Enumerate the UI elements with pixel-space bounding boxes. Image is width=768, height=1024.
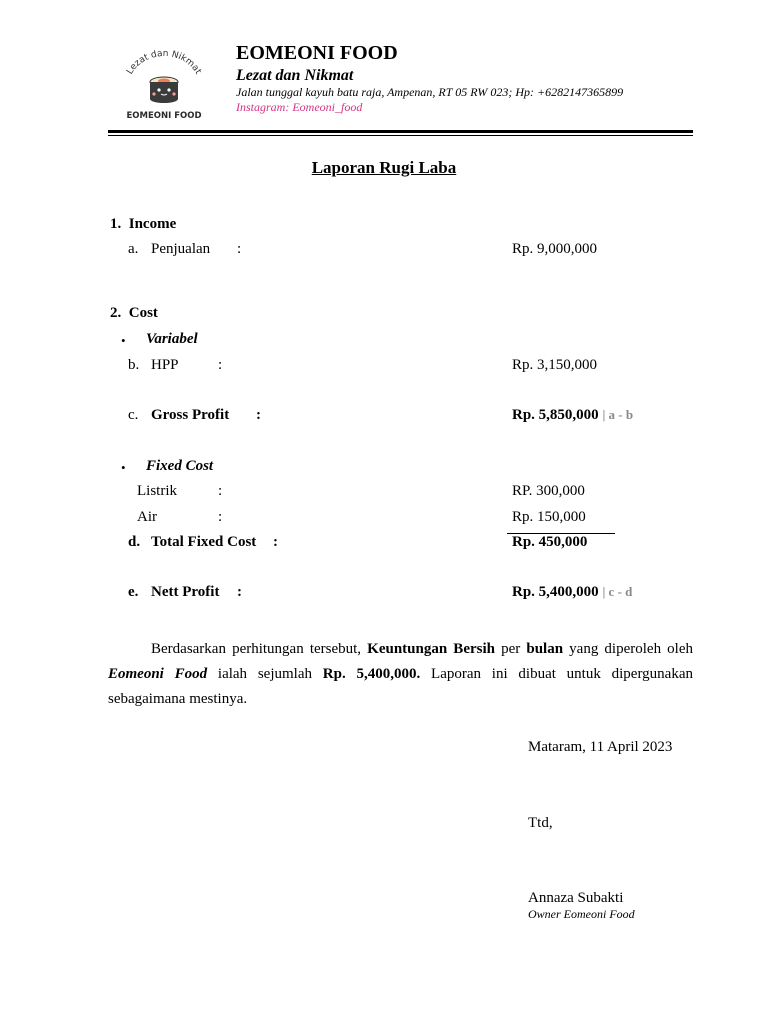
signer-name: Annaza Subakti <box>528 890 624 906</box>
total-fixed-letter: d. <box>128 534 141 550</box>
air-amount: Rp. 150,000 <box>512 509 586 525</box>
variabel-bullet: • <box>121 333 126 348</box>
company-name: EOMEONI FOOD <box>236 42 398 64</box>
summary-text: ialah sejumlah <box>207 666 323 682</box>
listrik-colon: : <box>218 483 223 499</box>
hpp-label: HPP <box>151 357 179 373</box>
hpp-amount: Rp. 3,150,000 <box>512 357 598 373</box>
nett-profit-letter: e. <box>128 584 139 600</box>
income-item-colon: : <box>237 241 242 257</box>
signer-role: Owner Eomeoni Food <box>528 907 635 921</box>
company-address: Jalan tunggal kayuh batu raja, Ampenan, RT 05 RW 023; Hp: +6282147365899 <box>236 85 624 99</box>
summary-emphasis-period: bulan <box>526 641 564 657</box>
summary-paragraph <box>108 637 693 712</box>
income-item-amount: Rp. 9,000,000 <box>512 241 598 257</box>
gross-profit-letter: c. <box>128 407 139 423</box>
air-colon: : <box>218 509 223 525</box>
hpp-letter: b. <box>128 357 140 373</box>
total-fixed-label: Total Fixed Cost <box>151 534 257 550</box>
logo-brand-text: EOMEONI FOOD <box>126 111 202 121</box>
nett-profit-amount: Rp. 5,400,000 <box>512 584 599 600</box>
income-item-label: Penjualan <box>151 241 211 257</box>
total-fixed-amount: Rp. 450,000 <box>512 534 588 550</box>
hpp-colon: : <box>218 357 223 373</box>
variabel-label: Variabel <box>146 331 198 347</box>
fixed-cost-bullet: • <box>121 460 126 475</box>
listrik-amount: RP. 300,000 <box>512 483 585 499</box>
gross-profit-colon: : <box>256 407 261 423</box>
nett-profit-label: Nett Profit <box>151 584 220 600</box>
nett-profit-colon: : <box>237 584 242 600</box>
summary-text: Berdasarkan perhitungan tersebut, <box>151 641 368 657</box>
gross-profit-note: | a - b <box>602 407 634 422</box>
cost-heading: 2. Cost <box>110 305 158 321</box>
summary-emphasis-company: Eomeoni Food <box>108 666 208 682</box>
header-rule-thick <box>108 130 693 133</box>
gross-profit-label: Gross Profit <box>151 407 230 423</box>
gross-profit-amount: Rp. 5,850,000 <box>512 407 599 423</box>
nett-profit-note: | c - d <box>602 584 633 599</box>
listrik-label: Listrik <box>137 483 177 499</box>
svg-text:Lezat dan Nikmat <box>125 49 203 77</box>
company-instagram: Instagram: Eomeoni_food <box>236 100 363 114</box>
fixed-cost-label: Fixed Cost <box>146 458 214 474</box>
income-heading: 1. Income <box>110 216 177 232</box>
company-tagline: Lezat dan Nikmat <box>236 67 354 84</box>
nett-profit-line <box>512 584 632 601</box>
gross-profit-line <box>512 407 633 424</box>
air-label: Air <box>137 509 157 525</box>
header-rule-thin <box>108 135 693 136</box>
summary-emphasis-amount: Rp. 5,400,000. <box>322 666 421 682</box>
report-title: Laporan Rugi Laba <box>311 158 457 177</box>
summary-text: per <box>494 641 527 657</box>
signature-ttd: Ttd, <box>528 815 553 831</box>
summary-text: Laporan ini dibuat untuk dipergunakan sebagaimana mestinya. <box>108 666 693 707</box>
summary-text: yang diperoleh oleh <box>563 641 694 657</box>
income-item-letter: a. <box>128 241 139 257</box>
signature-place-date: Mataram, 11 April 2023 <box>528 739 673 755</box>
logo-arc-text: Lezat dan Nikmat <box>125 48 203 77</box>
summary-emphasis-net: Keuntungan Bersih <box>367 641 495 657</box>
total-fixed-colon: : <box>273 534 278 550</box>
company-logo <box>118 48 210 124</box>
